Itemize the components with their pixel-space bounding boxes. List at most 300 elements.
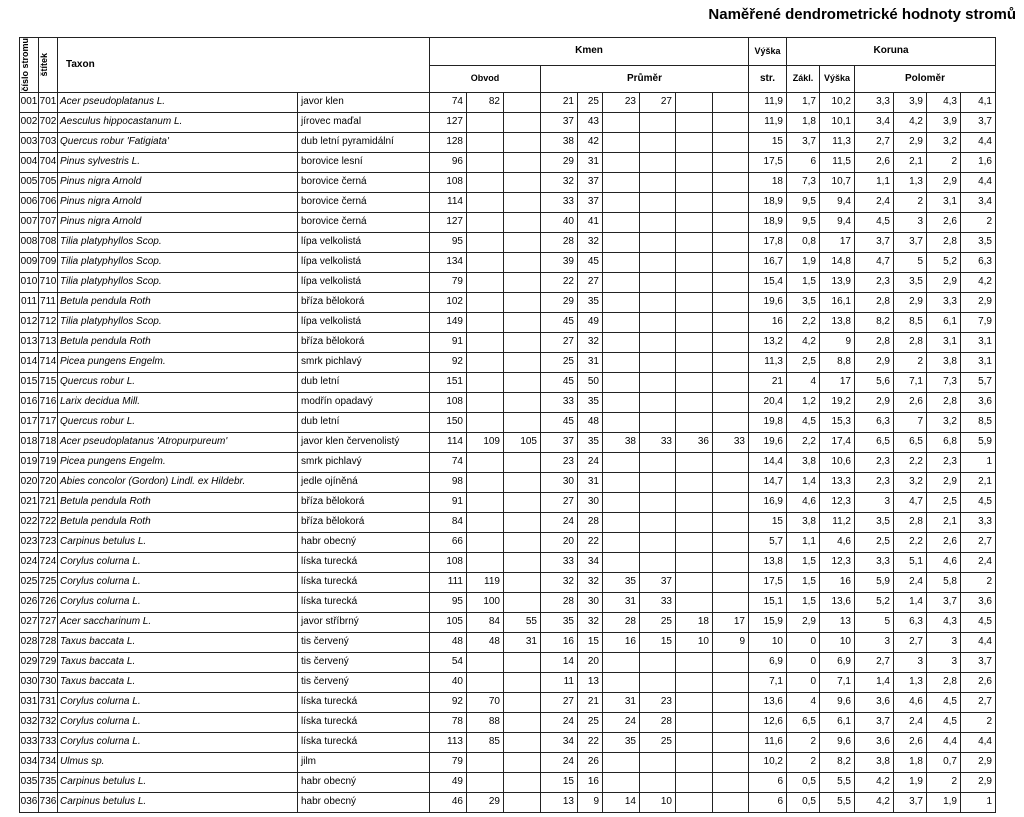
- obvod-2-cell: [467, 392, 504, 412]
- prumer-1-cell: 45: [541, 412, 578, 432]
- taxon-cell: Corylus colurna L.: [58, 552, 298, 572]
- polomer-4-cell: 4,1: [961, 92, 996, 112]
- koruna-vyska-cell: 10,7: [820, 172, 855, 192]
- obvod-1-cell: 91: [430, 492, 467, 512]
- polomer-1-cell: 3,6: [855, 732, 894, 752]
- czech-name-cell: smrk pichlavý: [298, 352, 430, 372]
- vyska-str-cell: 15,4: [749, 272, 787, 292]
- prumer-1-cell: 37: [541, 112, 578, 132]
- koruna-zakl-cell: 0,8: [787, 232, 820, 252]
- header-kmen: Kmen: [430, 38, 749, 66]
- prumer-3-cell: [603, 312, 640, 332]
- stitek-cell: 708: [39, 232, 58, 252]
- czech-name-cell: líska turecká: [298, 592, 430, 612]
- prumer-2-cell: 35: [578, 392, 603, 412]
- polomer-4-cell: 5,7: [961, 372, 996, 392]
- obvod-1-cell: 127: [430, 212, 467, 232]
- prumer-5-cell: [676, 772, 713, 792]
- table-row: [20, 652, 996, 672]
- prumer-2-cell: 35: [578, 432, 603, 452]
- prumer-6-cell: 9: [713, 632, 749, 652]
- obvod-1-cell: 40: [430, 672, 467, 692]
- header-koruna-vyska: Výška: [820, 65, 855, 92]
- polomer-1-cell: 4,2: [855, 772, 894, 792]
- polomer-2-cell: 3,7: [894, 232, 927, 252]
- obvod-3-cell: [504, 552, 541, 572]
- prumer-6-cell: [713, 672, 749, 692]
- polomer-4-cell: 2,4: [961, 552, 996, 572]
- polomer-4-cell: 4,4: [961, 172, 996, 192]
- taxon-cell: Betula pendula Roth: [58, 332, 298, 352]
- prumer-6-cell: [713, 152, 749, 172]
- polomer-3-cell: 2,3: [927, 452, 961, 472]
- obvod-2-cell: [467, 512, 504, 532]
- cislo-cell: 034: [20, 752, 39, 772]
- czech-name-cell: borovice černá: [298, 172, 430, 192]
- prumer-3-cell: 24: [603, 712, 640, 732]
- koruna-vyska-cell: 9,4: [820, 212, 855, 232]
- cislo-cell: 032: [20, 712, 39, 732]
- obvod-1-cell: 92: [430, 352, 467, 372]
- prumer-1-cell: 24: [541, 752, 578, 772]
- stitek-cell: 726: [39, 592, 58, 612]
- czech-name-cell: líska turecká: [298, 712, 430, 732]
- prumer-6-cell: [713, 212, 749, 232]
- polomer-1-cell: 2,7: [855, 132, 894, 152]
- prumer-1-cell: 21: [541, 92, 578, 112]
- polomer-4-cell: 2,9: [961, 292, 996, 312]
- koruna-zakl-cell: 1,4: [787, 472, 820, 492]
- polomer-3-cell: 1,9: [927, 792, 961, 812]
- obvod-2-cell: [467, 532, 504, 552]
- obvod-2-cell: [467, 252, 504, 272]
- obvod-3-cell: [504, 152, 541, 172]
- table-row: [20, 132, 996, 152]
- taxon-cell: Corylus colurna L.: [58, 592, 298, 612]
- prumer-1-cell: 45: [541, 372, 578, 392]
- prumer-5-cell: [676, 552, 713, 572]
- table-row: [20, 192, 996, 212]
- obvod-1-cell: 49: [430, 772, 467, 792]
- obvod-3-cell: [504, 532, 541, 552]
- polomer-3-cell: 2,1: [927, 512, 961, 532]
- prumer-6-cell: [713, 292, 749, 312]
- prumer-6-cell: [713, 372, 749, 392]
- polomer-2-cell: 2,6: [894, 392, 927, 412]
- prumer-4-cell: [640, 232, 676, 252]
- prumer-3-cell: [603, 352, 640, 372]
- vyska-str-cell: 13,6: [749, 692, 787, 712]
- vyska-str-cell: 14,7: [749, 472, 787, 492]
- obvod-2-cell: 70: [467, 692, 504, 712]
- czech-name-cell: líska turecká: [298, 732, 430, 752]
- koruna-zakl-cell: 1,9: [787, 252, 820, 272]
- koruna-vyska-cell: 10: [820, 632, 855, 652]
- polomer-1-cell: 3: [855, 492, 894, 512]
- koruna-zakl-cell: 1,5: [787, 272, 820, 292]
- koruna-vyska-cell: 15,3: [820, 412, 855, 432]
- prumer-6-cell: [713, 772, 749, 792]
- taxon-cell: Taxus baccata L.: [58, 672, 298, 692]
- polomer-4-cell: 1: [961, 452, 996, 472]
- obvod-1-cell: 134: [430, 252, 467, 272]
- obvod-3-cell: [504, 392, 541, 412]
- vyska-str-cell: 15: [749, 132, 787, 152]
- table-row: [20, 612, 996, 632]
- prumer-1-cell: 29: [541, 292, 578, 312]
- cislo-cell: 005: [20, 172, 39, 192]
- table-row: [20, 692, 996, 712]
- prumer-2-cell: 30: [578, 592, 603, 612]
- prumer-4-cell: [640, 192, 676, 212]
- prumer-3-cell: [603, 672, 640, 692]
- prumer-3-cell: [603, 132, 640, 152]
- polomer-2-cell: 1,3: [894, 172, 927, 192]
- cislo-cell: 024: [20, 552, 39, 572]
- taxon-cell: Betula pendula Roth: [58, 292, 298, 312]
- prumer-4-cell: [640, 492, 676, 512]
- prumer-2-cell: 48: [578, 412, 603, 432]
- polomer-3-cell: 3,9: [927, 112, 961, 132]
- prumer-4-cell: [640, 412, 676, 432]
- polomer-2-cell: 3: [894, 212, 927, 232]
- vyska-str-cell: 6,9: [749, 652, 787, 672]
- table-row: [20, 492, 996, 512]
- koruna-vyska-cell: 13,8: [820, 312, 855, 332]
- polomer-1-cell: 5,2: [855, 592, 894, 612]
- prumer-6-cell: [713, 312, 749, 332]
- koruna-vyska-cell: 13,6: [820, 592, 855, 612]
- cislo-cell: 002: [20, 112, 39, 132]
- polomer-1-cell: 4,7: [855, 252, 894, 272]
- taxon-cell: Betula pendula Roth: [58, 512, 298, 532]
- koruna-zakl-cell: 1,5: [787, 592, 820, 612]
- polomer-2-cell: 2,8: [894, 512, 927, 532]
- polomer-2-cell: 6,5: [894, 432, 927, 452]
- prumer-6-cell: [713, 752, 749, 772]
- header-koruna: Koruna: [787, 38, 996, 66]
- prumer-3-cell: 38: [603, 432, 640, 452]
- prumer-1-cell: 38: [541, 132, 578, 152]
- prumer-4-cell: [640, 312, 676, 332]
- header-polomer: Poloměr: [855, 65, 996, 92]
- polomer-2-cell: 2,6: [894, 732, 927, 752]
- czech-name-cell: lípa velkolistá: [298, 312, 430, 332]
- polomer-1-cell: 1,1: [855, 172, 894, 192]
- polomer-2-cell: 5,1: [894, 552, 927, 572]
- polomer-3-cell: 5,8: [927, 572, 961, 592]
- prumer-3-cell: [603, 152, 640, 172]
- polomer-4-cell: 4,4: [961, 732, 996, 752]
- obvod-2-cell: [467, 672, 504, 692]
- polomer-2-cell: 3: [894, 652, 927, 672]
- prumer-3-cell: 31: [603, 692, 640, 712]
- koruna-zakl-cell: 2,5: [787, 352, 820, 372]
- polomer-3-cell: 2,9: [927, 472, 961, 492]
- koruna-vyska-cell: 16,1: [820, 292, 855, 312]
- obvod-2-cell: [467, 192, 504, 212]
- prumer-1-cell: 33: [541, 392, 578, 412]
- obvod-2-cell: [467, 312, 504, 332]
- table-row: [20, 432, 996, 452]
- polomer-2-cell: 3,9: [894, 92, 927, 112]
- cislo-cell: 033: [20, 732, 39, 752]
- prumer-2-cell: 34: [578, 552, 603, 572]
- prumer-3-cell: [603, 472, 640, 492]
- taxon-cell: Quercus robur 'Fatigiata': [58, 132, 298, 152]
- taxon-cell: Pinus nigra Arnold: [58, 172, 298, 192]
- polomer-4-cell: 4,4: [961, 132, 996, 152]
- prumer-3-cell: [603, 172, 640, 192]
- czech-name-cell: dub letní pyramidální: [298, 132, 430, 152]
- prumer-6-cell: [713, 172, 749, 192]
- stitek-cell: 725: [39, 572, 58, 592]
- table-row: [20, 232, 996, 252]
- obvod-1-cell: 92: [430, 692, 467, 712]
- vyska-str-cell: 18: [749, 172, 787, 192]
- prumer-3-cell: [603, 292, 640, 312]
- obvod-3-cell: [504, 472, 541, 492]
- vyska-str-cell: 10,2: [749, 752, 787, 772]
- taxon-cell: Tilia platyphyllos Scop.: [58, 312, 298, 332]
- table-row: [20, 392, 996, 412]
- table-row: [20, 532, 996, 552]
- prumer-4-cell: 28: [640, 712, 676, 732]
- prumer-1-cell: 25: [541, 352, 578, 372]
- prumer-6-cell: [713, 392, 749, 412]
- obvod-1-cell: 151: [430, 372, 467, 392]
- koruna-zakl-cell: 0: [787, 672, 820, 692]
- polomer-4-cell: 6,3: [961, 252, 996, 272]
- taxon-cell: Abies concolor (Gordon) Lindl. ex Hildebr.: [58, 472, 298, 492]
- prumer-1-cell: 11: [541, 672, 578, 692]
- stitek-cell: 719: [39, 452, 58, 472]
- polomer-2-cell: 2,9: [894, 132, 927, 152]
- stitek-cell: 721: [39, 492, 58, 512]
- cislo-cell: 020: [20, 472, 39, 492]
- koruna-zakl-cell: 7,3: [787, 172, 820, 192]
- stitek-cell: 716: [39, 392, 58, 412]
- table-row: [20, 592, 996, 612]
- koruna-zakl-cell: 9,5: [787, 192, 820, 212]
- prumer-1-cell: 33: [541, 552, 578, 572]
- koruna-vyska-cell: 16: [820, 572, 855, 592]
- polomer-2-cell: 2: [894, 352, 927, 372]
- polomer-2-cell: 1,9: [894, 772, 927, 792]
- cislo-cell: 013: [20, 332, 39, 352]
- taxon-cell: Pinus nigra Arnold: [58, 212, 298, 232]
- polomer-4-cell: 2,6: [961, 672, 996, 692]
- prumer-1-cell: 32: [541, 572, 578, 592]
- obvod-2-cell: [467, 652, 504, 672]
- obvod-1-cell: 95: [430, 232, 467, 252]
- stitek-cell: 727: [39, 612, 58, 632]
- polomer-3-cell: 3,7: [927, 592, 961, 612]
- polomer-1-cell: 5: [855, 612, 894, 632]
- czech-name-cell: smrk pichlavý: [298, 452, 430, 472]
- czech-name-cell: líska turecká: [298, 572, 430, 592]
- obvod-2-cell: 88: [467, 712, 504, 732]
- prumer-5-cell: [676, 312, 713, 332]
- polomer-1-cell: 3,6: [855, 692, 894, 712]
- prumer-1-cell: 28: [541, 592, 578, 612]
- prumer-4-cell: [640, 512, 676, 532]
- polomer-3-cell: 3,8: [927, 352, 961, 372]
- polomer-3-cell: 3: [927, 652, 961, 672]
- stitek-cell: 730: [39, 672, 58, 692]
- koruna-zakl-cell: 1,2: [787, 392, 820, 412]
- obvod-2-cell: [467, 172, 504, 192]
- prumer-5-cell: [676, 192, 713, 212]
- polomer-3-cell: 4,3: [927, 612, 961, 632]
- table-row: [20, 352, 996, 372]
- prumer-3-cell: [603, 192, 640, 212]
- obvod-1-cell: 108: [430, 172, 467, 192]
- stitek-cell: 720: [39, 472, 58, 492]
- obvod-1-cell: 46: [430, 792, 467, 812]
- taxon-cell: Acer saccharinum L.: [58, 612, 298, 632]
- polomer-4-cell: 2,7: [961, 692, 996, 712]
- vyska-str-cell: 17,8: [749, 232, 787, 252]
- polomer-2-cell: 4,6: [894, 692, 927, 712]
- polomer-3-cell: 3,1: [927, 192, 961, 212]
- prumer-3-cell: [603, 652, 640, 672]
- obvod-3-cell: [504, 732, 541, 752]
- vyska-str-cell: 12,6: [749, 712, 787, 732]
- polomer-2-cell: 3,5: [894, 272, 927, 292]
- polomer-1-cell: 2,4: [855, 192, 894, 212]
- polomer-1-cell: 1,4: [855, 672, 894, 692]
- prumer-5-cell: [676, 352, 713, 372]
- prumer-3-cell: [603, 532, 640, 552]
- taxon-cell: Picea pungens Engelm.: [58, 352, 298, 372]
- obvod-1-cell: 84: [430, 512, 467, 532]
- prumer-4-cell: [640, 772, 676, 792]
- prumer-1-cell: 30: [541, 472, 578, 492]
- koruna-zakl-cell: 1,5: [787, 572, 820, 592]
- vyska-str-cell: 19,6: [749, 432, 787, 452]
- koruna-zakl-cell: 2: [787, 732, 820, 752]
- header-obvod: Obvod: [430, 65, 541, 92]
- prumer-2-cell: 45: [578, 252, 603, 272]
- prumer-5-cell: [676, 592, 713, 612]
- obvod-2-cell: [467, 212, 504, 232]
- vyska-str-cell: 11,3: [749, 352, 787, 372]
- stitek-cell: 709: [39, 252, 58, 272]
- obvod-3-cell: 55: [504, 612, 541, 632]
- taxon-cell: Tilia platyphyllos Scop.: [58, 252, 298, 272]
- prumer-2-cell: 25: [578, 92, 603, 112]
- prumer-3-cell: 16: [603, 632, 640, 652]
- prumer-4-cell: [640, 252, 676, 272]
- prumer-6-cell: [713, 692, 749, 712]
- obvod-3-cell: [504, 172, 541, 192]
- polomer-2-cell: 5: [894, 252, 927, 272]
- prumer-3-cell: 35: [603, 572, 640, 592]
- obvod-3-cell: [504, 332, 541, 352]
- obvod-2-cell: 29: [467, 792, 504, 812]
- obvod-1-cell: 149: [430, 312, 467, 332]
- obvod-2-cell: 119: [467, 572, 504, 592]
- prumer-2-cell: 13: [578, 672, 603, 692]
- obvod-2-cell: [467, 772, 504, 792]
- polomer-4-cell: 1: [961, 792, 996, 812]
- prumer-1-cell: 20: [541, 532, 578, 552]
- prumer-2-cell: 37: [578, 192, 603, 212]
- prumer-5-cell: [676, 692, 713, 712]
- prumer-1-cell: 27: [541, 492, 578, 512]
- obvod-2-cell: [467, 552, 504, 572]
- header-zakl: Zákl.: [787, 65, 820, 92]
- prumer-6-cell: [713, 332, 749, 352]
- stitek-cell: 704: [39, 152, 58, 172]
- prumer-4-cell: [640, 452, 676, 472]
- polomer-2-cell: 2,4: [894, 572, 927, 592]
- obvod-3-cell: [504, 652, 541, 672]
- czech-name-cell: tis červený: [298, 672, 430, 692]
- taxon-cell: Carpinus betulus L.: [58, 792, 298, 812]
- obvod-1-cell: 79: [430, 272, 467, 292]
- polomer-3-cell: 3: [927, 632, 961, 652]
- polomer-1-cell: 8,2: [855, 312, 894, 332]
- prumer-5-cell: [676, 492, 713, 512]
- obvod-1-cell: 48: [430, 632, 467, 652]
- taxon-cell: Pinus nigra Arnold: [58, 192, 298, 212]
- koruna-vyska-cell: 8,8: [820, 352, 855, 372]
- stitek-cell: 714: [39, 352, 58, 372]
- polomer-1-cell: 2,7: [855, 652, 894, 672]
- prumer-6-cell: [713, 792, 749, 812]
- polomer-3-cell: 2,5: [927, 492, 961, 512]
- prumer-1-cell: 37: [541, 432, 578, 452]
- vyska-str-cell: 17,5: [749, 572, 787, 592]
- prumer-3-cell: [603, 512, 640, 532]
- obvod-3-cell: [504, 792, 541, 812]
- vyska-str-cell: 19,8: [749, 412, 787, 432]
- czech-name-cell: javor klen: [298, 92, 430, 112]
- obvod-2-cell: [467, 352, 504, 372]
- prumer-3-cell: [603, 272, 640, 292]
- prumer-5-cell: [676, 732, 713, 752]
- vyska-str-cell: 7,1: [749, 672, 787, 692]
- polomer-3-cell: 3,3: [927, 292, 961, 312]
- header-taxon: Taxon: [58, 38, 430, 93]
- prumer-4-cell: 33: [640, 592, 676, 612]
- prumer-5-cell: [676, 392, 713, 412]
- obvod-3-cell: [504, 272, 541, 292]
- czech-name-cell: líska turecká: [298, 692, 430, 712]
- prumer-2-cell: 37: [578, 172, 603, 192]
- prumer-1-cell: 32: [541, 172, 578, 192]
- dendrometric-table: [19, 37, 996, 813]
- polomer-1-cell: 4,5: [855, 212, 894, 232]
- vyska-str-cell: 15,1: [749, 592, 787, 612]
- obvod-3-cell: [504, 712, 541, 732]
- polomer-4-cell: 3,4: [961, 192, 996, 212]
- prumer-6-cell: [713, 192, 749, 212]
- prumer-3-cell: [603, 232, 640, 252]
- koruna-vyska-cell: 7,1: [820, 672, 855, 692]
- koruna-zakl-cell: 2,9: [787, 612, 820, 632]
- cislo-cell: 009: [20, 252, 39, 272]
- prumer-4-cell: [640, 292, 676, 312]
- obvod-3-cell: [504, 752, 541, 772]
- polomer-1-cell: 2,8: [855, 332, 894, 352]
- taxon-cell: Corylus colurna L.: [58, 712, 298, 732]
- prumer-5-cell: [676, 212, 713, 232]
- polomer-1-cell: 6,3: [855, 412, 894, 432]
- czech-name-cell: jedle ojíněná: [298, 472, 430, 492]
